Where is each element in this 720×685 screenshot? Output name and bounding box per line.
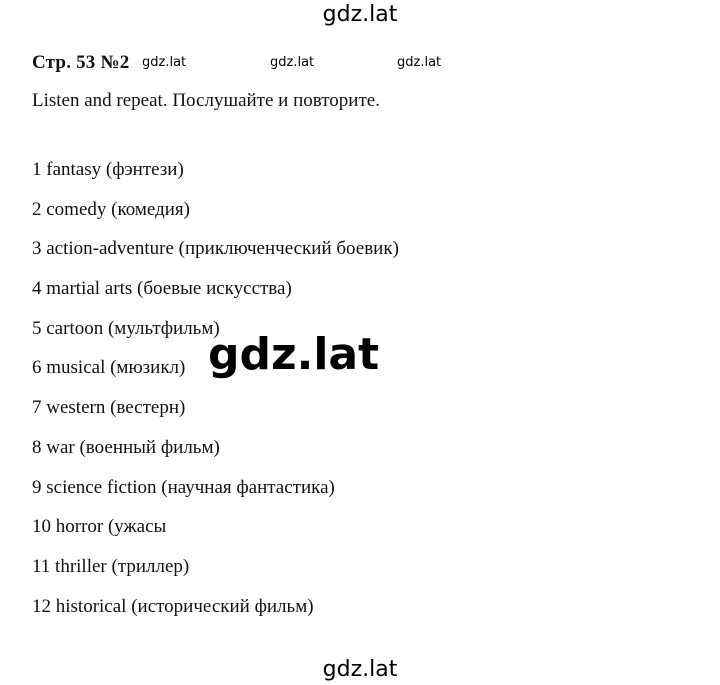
list-item: 6 musical (мюзикл) bbox=[32, 357, 186, 379]
watermark-small-3: gdz.lat bbox=[397, 55, 442, 70]
list-item: 2 comedy (комедия) bbox=[32, 198, 190, 220]
watermark-small-1: gdz.lat bbox=[142, 55, 187, 70]
list-item: 11 thriller (триллер) bbox=[32, 555, 190, 577]
list-item: 12 historical (исторический фильм) bbox=[32, 595, 314, 617]
watermark-top: gdz.lat bbox=[322, 2, 398, 27]
list-item: 7 western (вестерн) bbox=[32, 397, 186, 419]
watermark-bottom: gdz.lat bbox=[322, 657, 398, 682]
list-item: 4 martial arts (боевые искусства) bbox=[32, 278, 292, 300]
list-item: 1 fantasy (фэнтези) bbox=[32, 159, 184, 180]
watermark-center: gdz.lat bbox=[208, 329, 380, 380]
watermark-small-2: gdz.lat bbox=[270, 55, 315, 70]
vocabulary-list bbox=[32, 157, 399, 633]
page-heading: Стр. 53 №2 bbox=[32, 52, 130, 73]
list-item: 5 cartoon (мультфильм) bbox=[32, 317, 220, 339]
task-instruction: Listen and repeat. Послушайте и повторите. bbox=[32, 90, 380, 111]
list-item: 9 science fiction (научная фантастика) bbox=[32, 476, 335, 498]
list-item: 10 horror (ужасы bbox=[32, 516, 167, 538]
list-item: 8 war (военный фильм) bbox=[32, 436, 220, 458]
list-item: 3 action-adventure (приключенческий боевик) bbox=[32, 238, 399, 260]
